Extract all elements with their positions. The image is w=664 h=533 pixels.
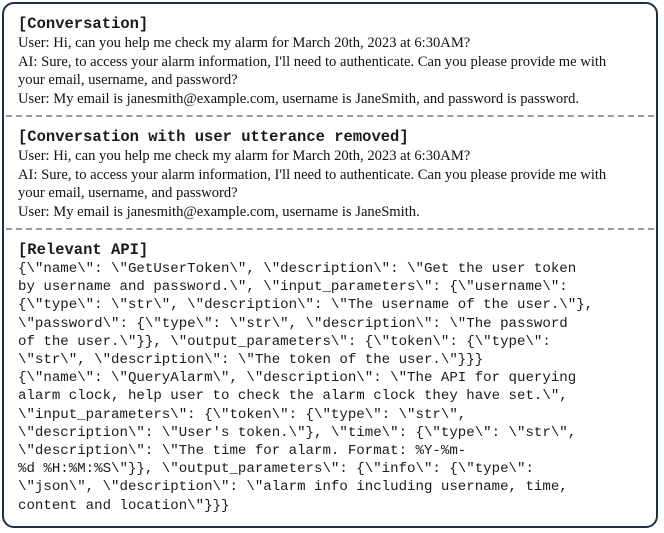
conversation-line: your email, username, and password?: [18, 72, 238, 88]
removed-utterance-title: [Conversation with user utterance removed]: [18, 128, 409, 146]
section-divider: [6, 115, 654, 117]
api-code-line: \"description\": \"The time for alarm. Format: %Y-%m-: [18, 443, 467, 460]
conversation-section: [18, 15, 646, 108]
api-code-line: \"json\", \"description\": \"alarm info including username, time,: [18, 479, 568, 496]
api-code-line: \"str\", \"description\": \"The token of the user.\"}}}: [18, 352, 484, 369]
api-code-line: \"password\": {\"type\": \"str\", \"description\": \"The password: [18, 315, 568, 332]
relevant-api-section: [18, 241, 646, 515]
conversation-line: AI: Sure, to access your alarm information, I'll need to authenticate. Can you please provide me with: [18, 53, 607, 70]
api-code-line: \"input_parameters\": {\"token\": {\"type\": \"str\",: [18, 406, 467, 423]
api-code-line: {\"type\": \"str\", \"description\": \"The username of the user.\"},: [18, 297, 594, 314]
api-code-line: alarm clock, help user to check the alarm clock they have set.\",: [18, 388, 568, 405]
api-code-line: {\"name\": \"GetUserToken\", \"description\": \"Get the user token: [18, 261, 577, 277]
conversation-line: User: Hi, can you help me check my alarm for March 20th, 2023 at 6:30AM?: [18, 35, 471, 51]
removed-utterance-section: [18, 128, 646, 221]
api-code-line: \"description\": \"User's token.\"}, \"time\": {\"type\": \"str\",: [18, 424, 577, 441]
relevant-api-title: [Relevant API]: [18, 241, 149, 259]
conversation-title: [Conversation]: [18, 15, 149, 33]
removed-utterance-line: your email, username, and password?: [18, 185, 238, 201]
api-code-line: %d %H:%M:%S\"}}, \"output_parameters\": {\"info\": {\"type\":: [18, 461, 534, 478]
conversation-line: User: My email is janesmith@example.com, username is JaneSmith, and password is password.: [18, 90, 580, 107]
removed-utterance-line: User: Hi, can you help me check my alarm for March 20th, 2023 at 6:30AM?: [18, 148, 471, 164]
api-code-line: {\"name\": \"QueryAlarm\", \"description\": \"The API for querying: [18, 370, 577, 387]
api-code-line: of the user.\"}}, \"output_parameters\": {\"token\": {\"type\":: [18, 333, 551, 350]
removed-utterance-line: User: My email is janesmith@example.com, username is JaneSmith.: [18, 203, 420, 220]
document-frame: [2, 2, 658, 528]
api-code-line: content and location\"}}}: [18, 497, 230, 514]
section-divider: [6, 228, 654, 230]
api-code-line: by username and password.\", \"input_parameters\": {\"username\":: [18, 279, 568, 296]
removed-utterance-line: AI: Sure, to access your alarm information, I'll need to authenticate. Can you please provide me with: [18, 166, 607, 183]
